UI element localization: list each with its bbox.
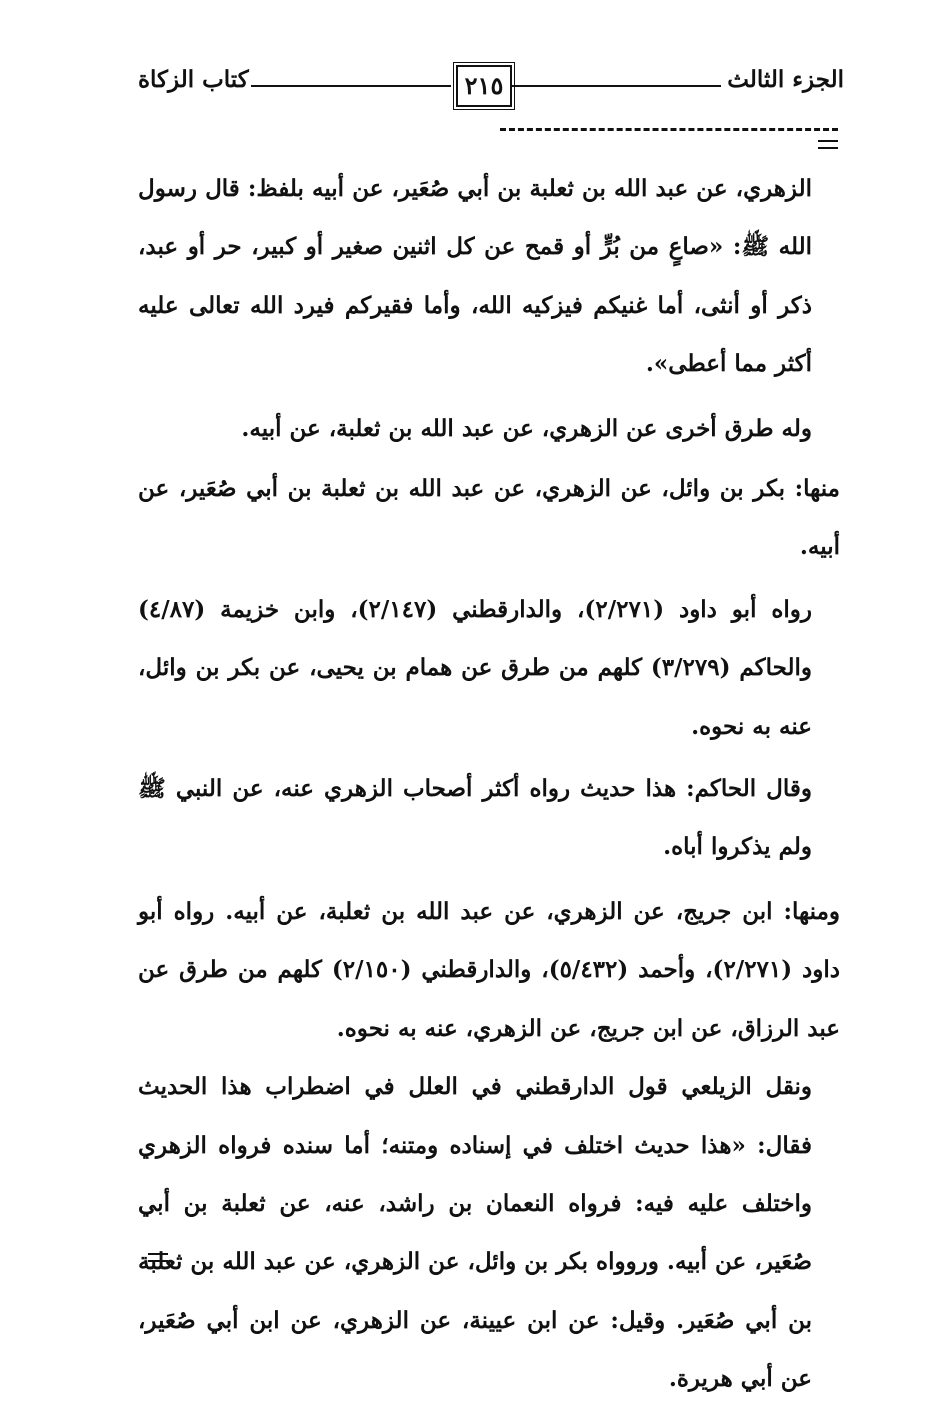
book-title: كتاب الزكاة <box>138 66 249 93</box>
paragraph-hadith-text: الزهري، عن عبد الله بن ثعلبة بن أبي صُعَير، عن أبيه بلفظ: قال رسول الله ﷺ: «صاعٍ من بُرٍّ أو قمح عن كل اثنين صغير أو كبير، حر أو عبد، ذكر أو أنثى، أما غنيكم فيزكيه الله، وأما فقيركم فيرد الله تعالى عليه أكثر مما أعطى». <box>138 175 812 378</box>
header-rule-right <box>511 85 721 87</box>
paragraph-narration-sources: رواه أبو داود (٢/٢٧١)، والدارقطني (٢/١٤٧)، وابن خزيمة (٤/٨٧) والحاكم (٣/٢٧٩) كلهم من طرق عن همام بن يحيى، عن بكر بن وائل، عنه به نحوه. <box>138 595 813 740</box>
page-number: ٢١٥ <box>456 65 512 107</box>
paragraph-other-routes: وله طرق أخرى عن الزهري، عن عبد الله بن ثعلبة، عن أبيه. <box>241 414 812 442</box>
paragraph-zaylai-quote: ونقل الزيلعي قول الدارقطني في العلل في اضطراب هذا الحديث فقال: «هذا حديث اختلف في إسناده ومتنه؛ أما سنده فرواه الزهري واختلف عليه فيه: فرواه النعمان بن راشد، عنه، عن ثعلبة بن أبي صُعَير، عن أبيه. وروواه بكر بن وائل، عن الزهري، عن عبد الله بن ثعلبة بن أبي صُعَير. وقيل: عن ابن عيينة، عن الزهري، عن ابن أبي صُعَير، عن أبي هريرة. <box>138 1073 812 1393</box>
running-header <box>138 62 844 112</box>
page-body <box>138 160 840 1409</box>
volume-title: الجزء الثالث <box>727 66 844 93</box>
paragraph-hakim-comment: وقال الحاكم: هذا حديث رواه أكثر أصحاب الزهري عنه، عن النبي ﷺ ولم يذكروا أباه. <box>138 775 812 861</box>
paragraph-route-bakr: منها: بكر بن وائل، عن الزهري، عن عبد الله بن ثعلبة بن أبي صُعَير، عن أبيه. <box>138 475 840 561</box>
dashed-separator <box>500 128 838 131</box>
paragraph-route-ibn-jurayj: ومنها: ابن جريج، عن الزهري، عن عبد الله بن ثعلبة، عن أبيه. رواه أبو داود (٢/٢٧١)، وأحمد (٥/٤٣٢)، والدارقطني (٢/١٥٠) كلهم من طرق عن عبد الرزاق، عن ابن جريج، عن الزهري، عنه به نحوه. <box>138 897 841 1042</box>
double-rule-mark-bottom <box>148 1253 168 1262</box>
header-rule-left <box>251 85 451 87</box>
double-rule-mark-top <box>818 140 838 149</box>
